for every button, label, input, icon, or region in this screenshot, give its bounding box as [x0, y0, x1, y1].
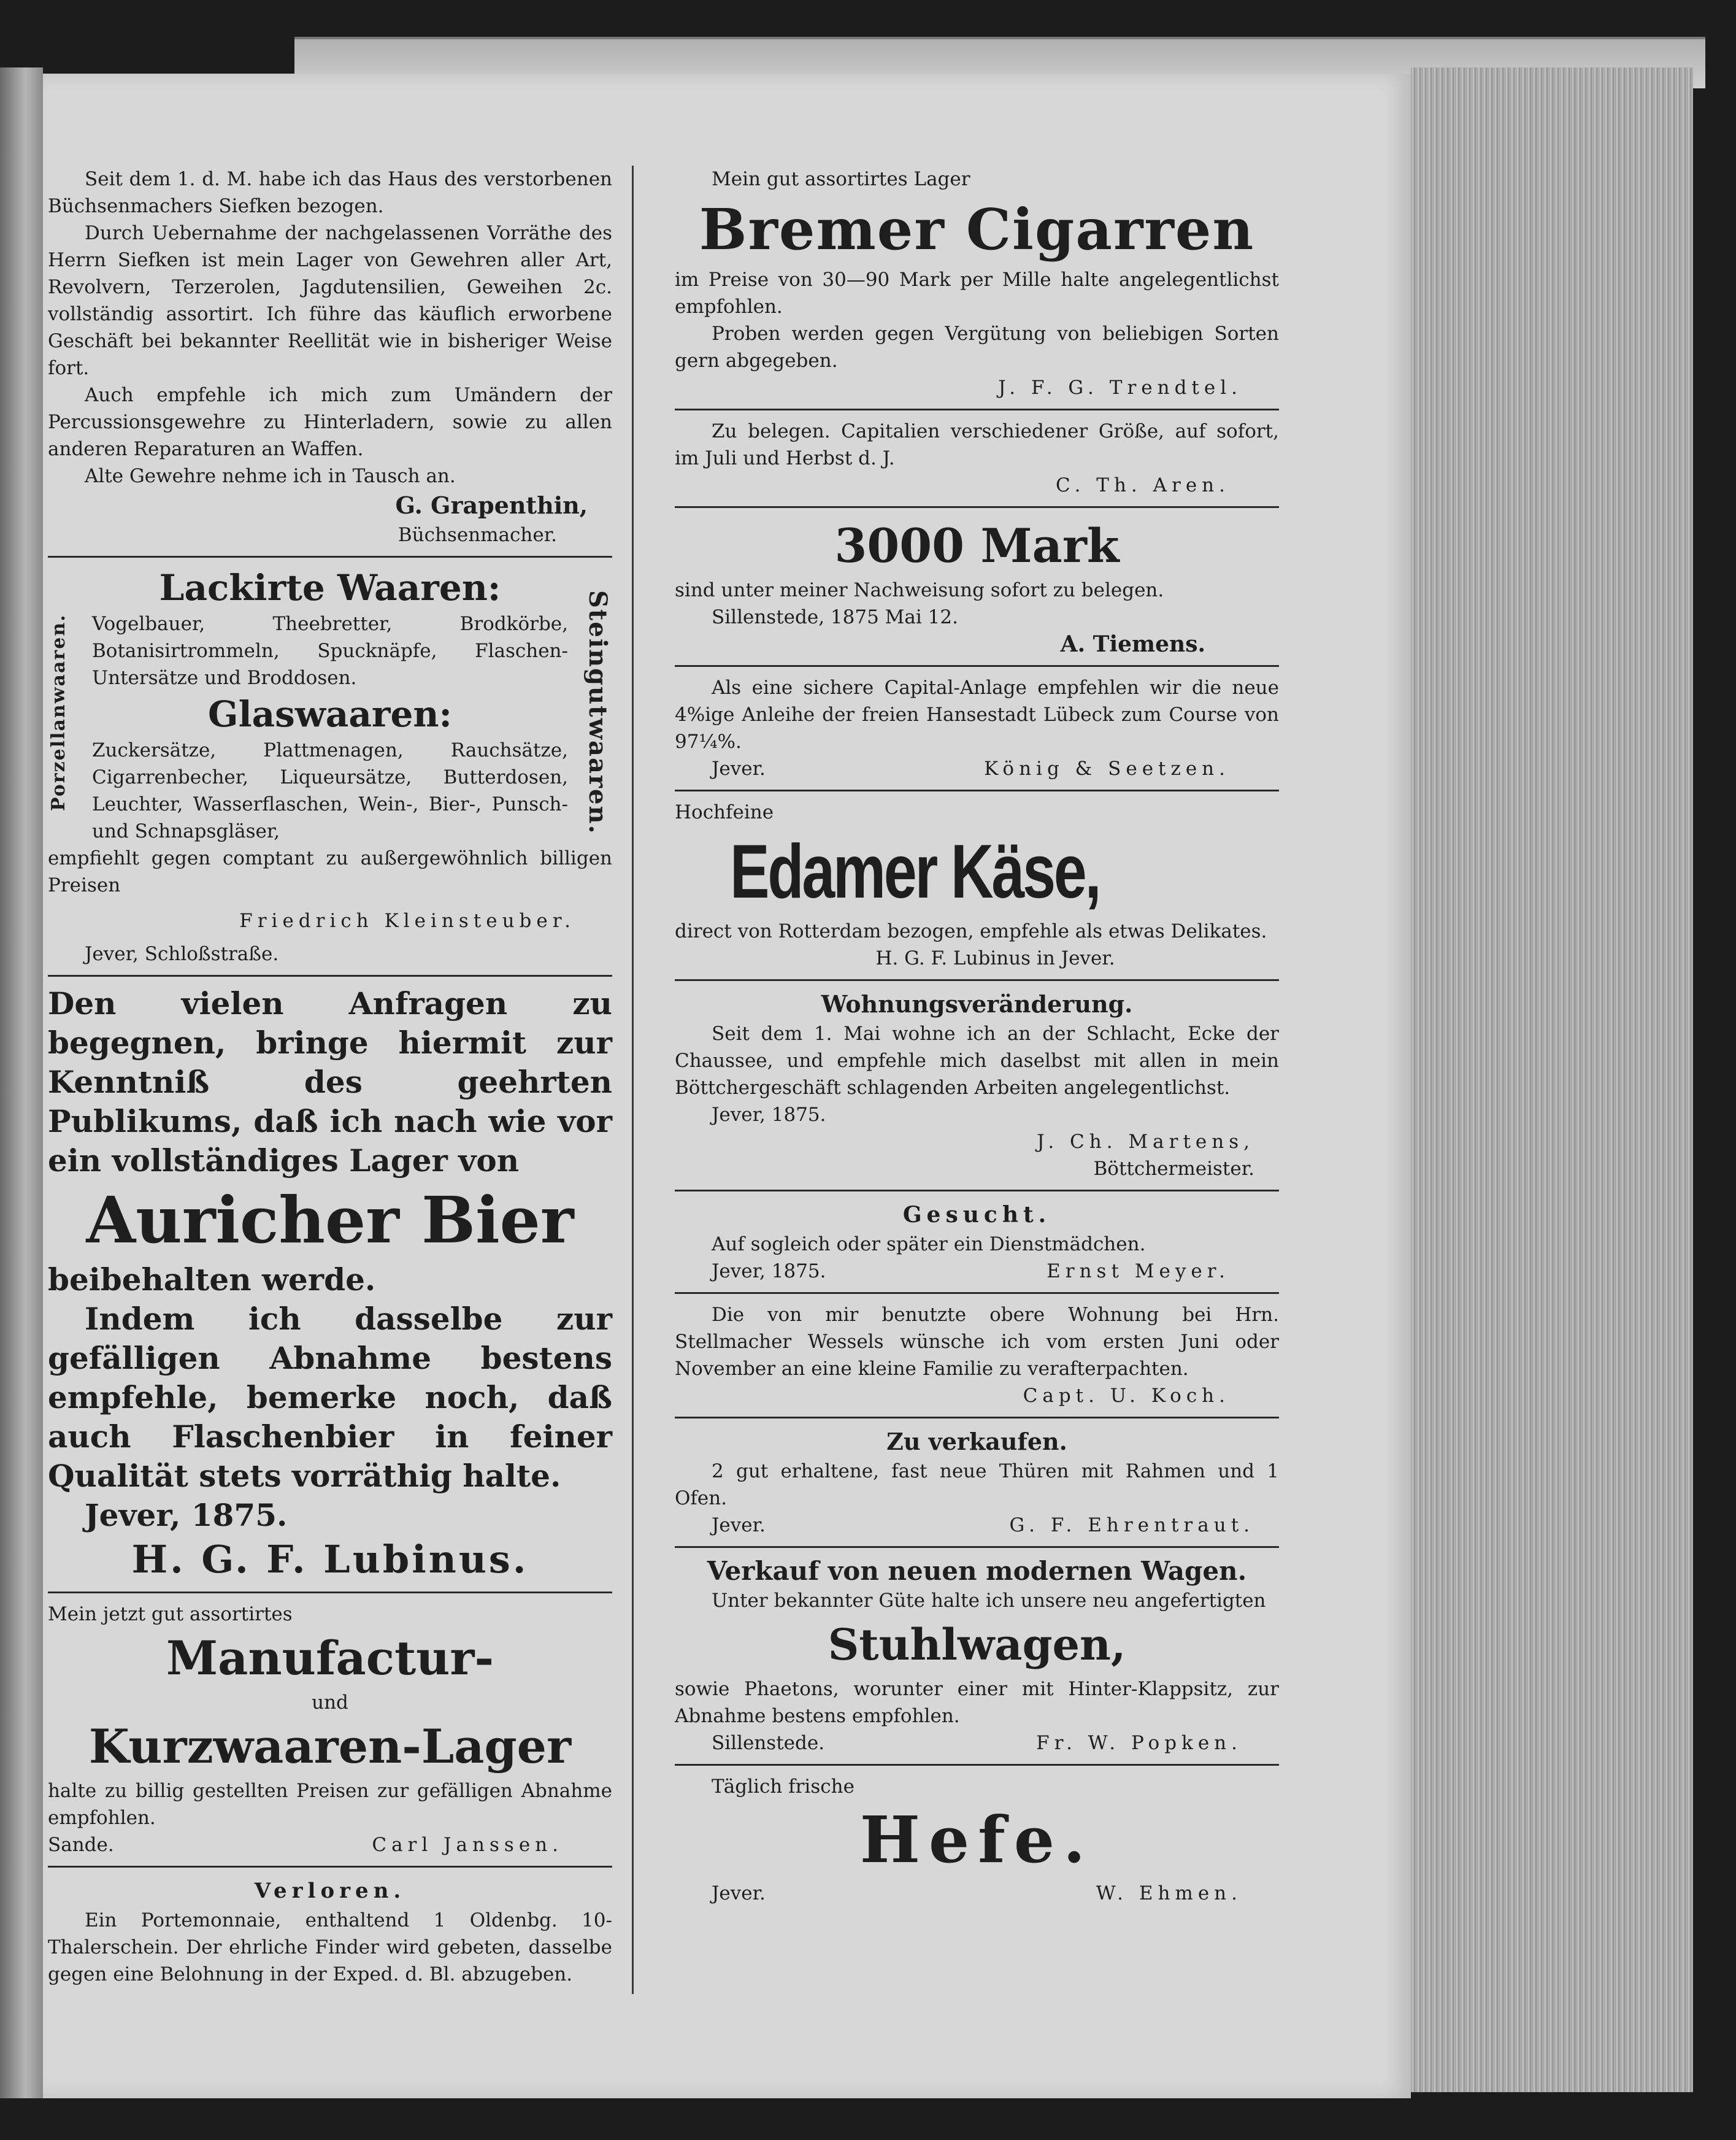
- ad-text: Hochfeine: [675, 801, 774, 823]
- ad-text: Ein Portemonnaie, enthaltend 1 Oldenbg. 10-Thalerschein. Der ehrliche Finder wird gebeten, dasselbe gegen eine Belohnung in der Exped. d. Bl. abzugeben.: [48, 1909, 612, 1985]
- ad-kleinsteuber: [48, 565, 612, 845]
- ad-verloren: [48, 1875, 612, 1988]
- ad-signature: Fr. W. Popken.: [1036, 1732, 1242, 1754]
- ad-separator: [48, 1592, 612, 1593]
- ad-role: Büchsenmacher.: [398, 524, 557, 546]
- ad-text: Auf sogleich oder später ein Dienstmädchen.: [712, 1233, 1146, 1255]
- ad-text: Vogelbauer, Theebretter, Brodkörbe, Botanisirtrommeln, Spucknäpfe, Flaschen-Untersätze und Broddosen.: [92, 613, 568, 689]
- ad-heading: Kurzwaaren-Lager: [88, 1719, 572, 1774]
- ad-tiemens: [675, 515, 1279, 658]
- ad-role: Böttchermeister.: [1093, 1158, 1254, 1180]
- left-column: [48, 166, 612, 1988]
- ad-heading: Auricher Bier: [86, 1182, 574, 1258]
- ad-signature: W. Ehmen.: [1096, 1882, 1242, 1904]
- ad-separator: [675, 790, 1279, 791]
- ad-text: Die von mir benutzte obere Wohnung bei Hrn. Stellmacher Wessels wünsche ich vom ersten Juni oder November an eine kleine Familie zu verafterpachten.: [675, 1304, 1279, 1380]
- ad-separator: [48, 1866, 612, 1868]
- ad-text: Auch empfehle ich mich zum Umändern der Percussionsgewehre zu Hinterladern, sowie zu allen anderen Reparaturen an Waffen.: [48, 384, 612, 460]
- ad-place: Sillenstede.: [712, 1732, 825, 1754]
- ad-signature: G. F. Ehrentraut.: [1009, 1514, 1254, 1536]
- ad-heading: Edamer Käse,: [730, 829, 1100, 914]
- ad-heading: Lackirte Waaren:: [159, 567, 501, 609]
- ad-heading: Manufactur-: [166, 1631, 494, 1685]
- ad-heading: 3000 Mark: [834, 518, 1120, 573]
- ad-text: und: [312, 1692, 348, 1714]
- ad-text: direct von Rotterdam bezogen, empfehle als etwas Delikates.: [675, 920, 1267, 942]
- ad-place: Jever, 1875.: [712, 1104, 826, 1126]
- book-page-stack: [1411, 67, 1693, 2092]
- ad-martens: [675, 988, 1279, 1182]
- ad-kleinsteuber-footer: [48, 845, 612, 968]
- left-page-edge: [0, 67, 43, 2098]
- ad-place: Sande.: [48, 1834, 114, 1856]
- ad-signature: H. G. F. Lubinus in Jever.: [875, 947, 1115, 969]
- ad-janssen: [48, 1601, 612, 1858]
- ad-place: Jever.: [712, 1882, 766, 1904]
- ad-separator: [48, 975, 612, 977]
- ad-text: im Preise von 30—90 Mark per Mille halte angelegentlichst empfohlen.: [675, 269, 1279, 318]
- ad-text: Den vielen Anfragen zu begegnen, bringe hiermit zur Kenntniß des geehrten Publikums, daß ich nach wie vor ein vollständiges Lager von: [48, 985, 612, 1179]
- ad-place: Jever.: [712, 1514, 766, 1536]
- ad-heading: Stuhlwagen,: [828, 1619, 1126, 1670]
- ad-text: 2 gut erhaltene, fast neue Thüren mit Rahmen und 1 Ofen.: [675, 1460, 1279, 1509]
- ad-text: Mein gut assortirtes Lager: [712, 168, 970, 190]
- ad-text: beibehalten werde.: [48, 1261, 376, 1298]
- ad-koenig: [675, 674, 1279, 782]
- ad-heading: Verloren.: [254, 1879, 406, 1903]
- ad-heading: Glaswaaren:: [208, 693, 452, 735]
- ad-text: Unter bekannter Güte halte ich unsere neu angefertigten: [712, 1590, 1266, 1612]
- ad-koch: [675, 1301, 1279, 1409]
- ad-heading: Gesucht.: [902, 1202, 1051, 1228]
- ad-separator: [675, 1546, 1279, 1548]
- ad-place: Sillenstede, 1875 Mai 12.: [712, 606, 958, 628]
- ad-text: Alte Gewehre nehme ich in Tausch an.: [85, 465, 456, 487]
- ad-separator: [675, 1190, 1279, 1191]
- ad-aren: [675, 418, 1279, 499]
- ad-signature: G. Grapenthin,: [395, 491, 588, 519]
- ad-trendtel: [675, 166, 1279, 401]
- ad-heading: Zu verkaufen.: [886, 1428, 1067, 1455]
- ad-text: halte zu billig gestellten Preisen zur gefälligen Abnahme empfohlen.: [48, 1780, 612, 1829]
- ad-ehmen: [675, 1773, 1279, 1907]
- ad-separator: [675, 506, 1279, 508]
- ad-lubinus-bier: [48, 984, 612, 1584]
- ad-text: sowie Phaetons, worunter einer mit Hinter-Klappsitz, zur Abnahme bestens empfohlen.: [675, 1678, 1279, 1727]
- ad-separator: [675, 1417, 1279, 1418]
- side-label-steingut: Steingutwaaren.: [583, 590, 612, 835]
- ad-text: empfiehlt gegen comptant zu außergewöhnlich billigen Preisen: [48, 847, 612, 896]
- ad-separator: [675, 665, 1279, 667]
- ad-place: Jever, 1875.: [85, 1497, 288, 1533]
- ad-ehrentraut: [675, 1426, 1279, 1539]
- ad-heading: Hefe.: [859, 1802, 1094, 1877]
- ad-text: Durch Uebernahme der nachgelassenen Vorräthe des Herrn Siefken ist mein Lager von Gewehren aller Art, Revolvern, Terzerolen, Jagdutensilien, Geweihen 2c. vollständig assortirt. Ich führe das käuflich erworbene Geschäft bei bekannter Reellität wie in bisheriger Weise fort.: [48, 222, 612, 379]
- ad-text: Mein jetzt gut assortirtes: [48, 1603, 293, 1625]
- ad-signature: A. Tiemens.: [1060, 631, 1205, 657]
- ad-separator: [675, 1292, 1279, 1294]
- ad-text: Als eine sichere Capital-Anlage empfehlen wir die neue 4%ige Anleihe der freien Hansestadt Lübeck zum Course von 97¼%.: [675, 677, 1279, 753]
- ad-text: Täglich frische: [712, 1776, 855, 1798]
- ad-signature: Capt. U. Koch.: [1023, 1385, 1230, 1407]
- ad-place: Jever.: [712, 758, 766, 780]
- right-column: [675, 166, 1279, 1907]
- ad-separator: [675, 409, 1279, 410]
- ad-separator: [675, 979, 1279, 981]
- ad-heading: Verkauf von neuen modernen Wagen.: [707, 1556, 1247, 1586]
- ad-popken: [675, 1555, 1279, 1757]
- ad-text: sind unter meiner Nachweisung sofort zu belegen.: [675, 579, 1164, 601]
- ad-signature: Carl Janssen.: [372, 1834, 563, 1856]
- ad-text: Seit dem 1. d. M. habe ich das Haus des verstorbenen Büchsenmachers Siefken bezogen.: [48, 168, 612, 217]
- ad-lubinus-kaese: [675, 799, 1279, 972]
- ad-text: Zuckersätze, Plattmenagen, Rauchsätze, Cigarrenbecher, Liqueursätze, Butterdosen, Leuchter, Wasserflaschen, Wein-, Bier-, Punsch- und Schnapsgläser,: [92, 739, 568, 842]
- column-divider: [632, 166, 634, 1994]
- ad-signature: Ernst Meyer.: [1047, 1260, 1230, 1282]
- ad-signature: Friedrich Kleinsteuber.: [239, 910, 575, 932]
- ad-text: Indem ich dasselbe zur gefälligen Abnahme bestens empfehle, bemerke noch, daß auch Flaschenbier in feiner Qualität stets vorräthig halte.: [48, 1301, 612, 1494]
- ad-meyer: [675, 1199, 1279, 1285]
- ad-signature: J. Ch. Martens,: [1037, 1131, 1254, 1153]
- ad-grapenthin: [48, 166, 612, 548]
- side-label-porzellan: Porzellanwaaren.: [48, 614, 69, 811]
- ad-heading: Bremer Cigarren: [699, 196, 1255, 263]
- ad-place: Jever, 1875.: [712, 1260, 826, 1282]
- ad-signature: C. Th. Aren.: [1055, 474, 1230, 496]
- ad-signature: König & Seetzen.: [984, 758, 1230, 780]
- ad-place: Jever, Schloßstraße.: [85, 943, 279, 965]
- ad-separator: [48, 556, 612, 558]
- ad-text: Zu belegen. Capitalien verschiedener Größe, auf sofort, im Juli und Herbst d. J.: [675, 420, 1279, 469]
- ad-signature: H. G. F. Lubinus.: [131, 1537, 529, 1582]
- ad-signature: J. F. G. Trendtel.: [998, 377, 1242, 399]
- ad-text: Seit dem 1. Mai wohne ich an der Schlacht, Ecke der Chaussee, und empfehle mich daselbst mit allen in mein Böttchergeschäft schlagenden Arbeiten angelegentlichst.: [675, 1023, 1279, 1099]
- ad-heading: Wohnungsveränderung.: [821, 990, 1133, 1018]
- ad-text: Proben werden gegen Vergütung von beliebigen Sorten gern abgegeben.: [675, 323, 1279, 372]
- ad-separator: [675, 1764, 1279, 1766]
